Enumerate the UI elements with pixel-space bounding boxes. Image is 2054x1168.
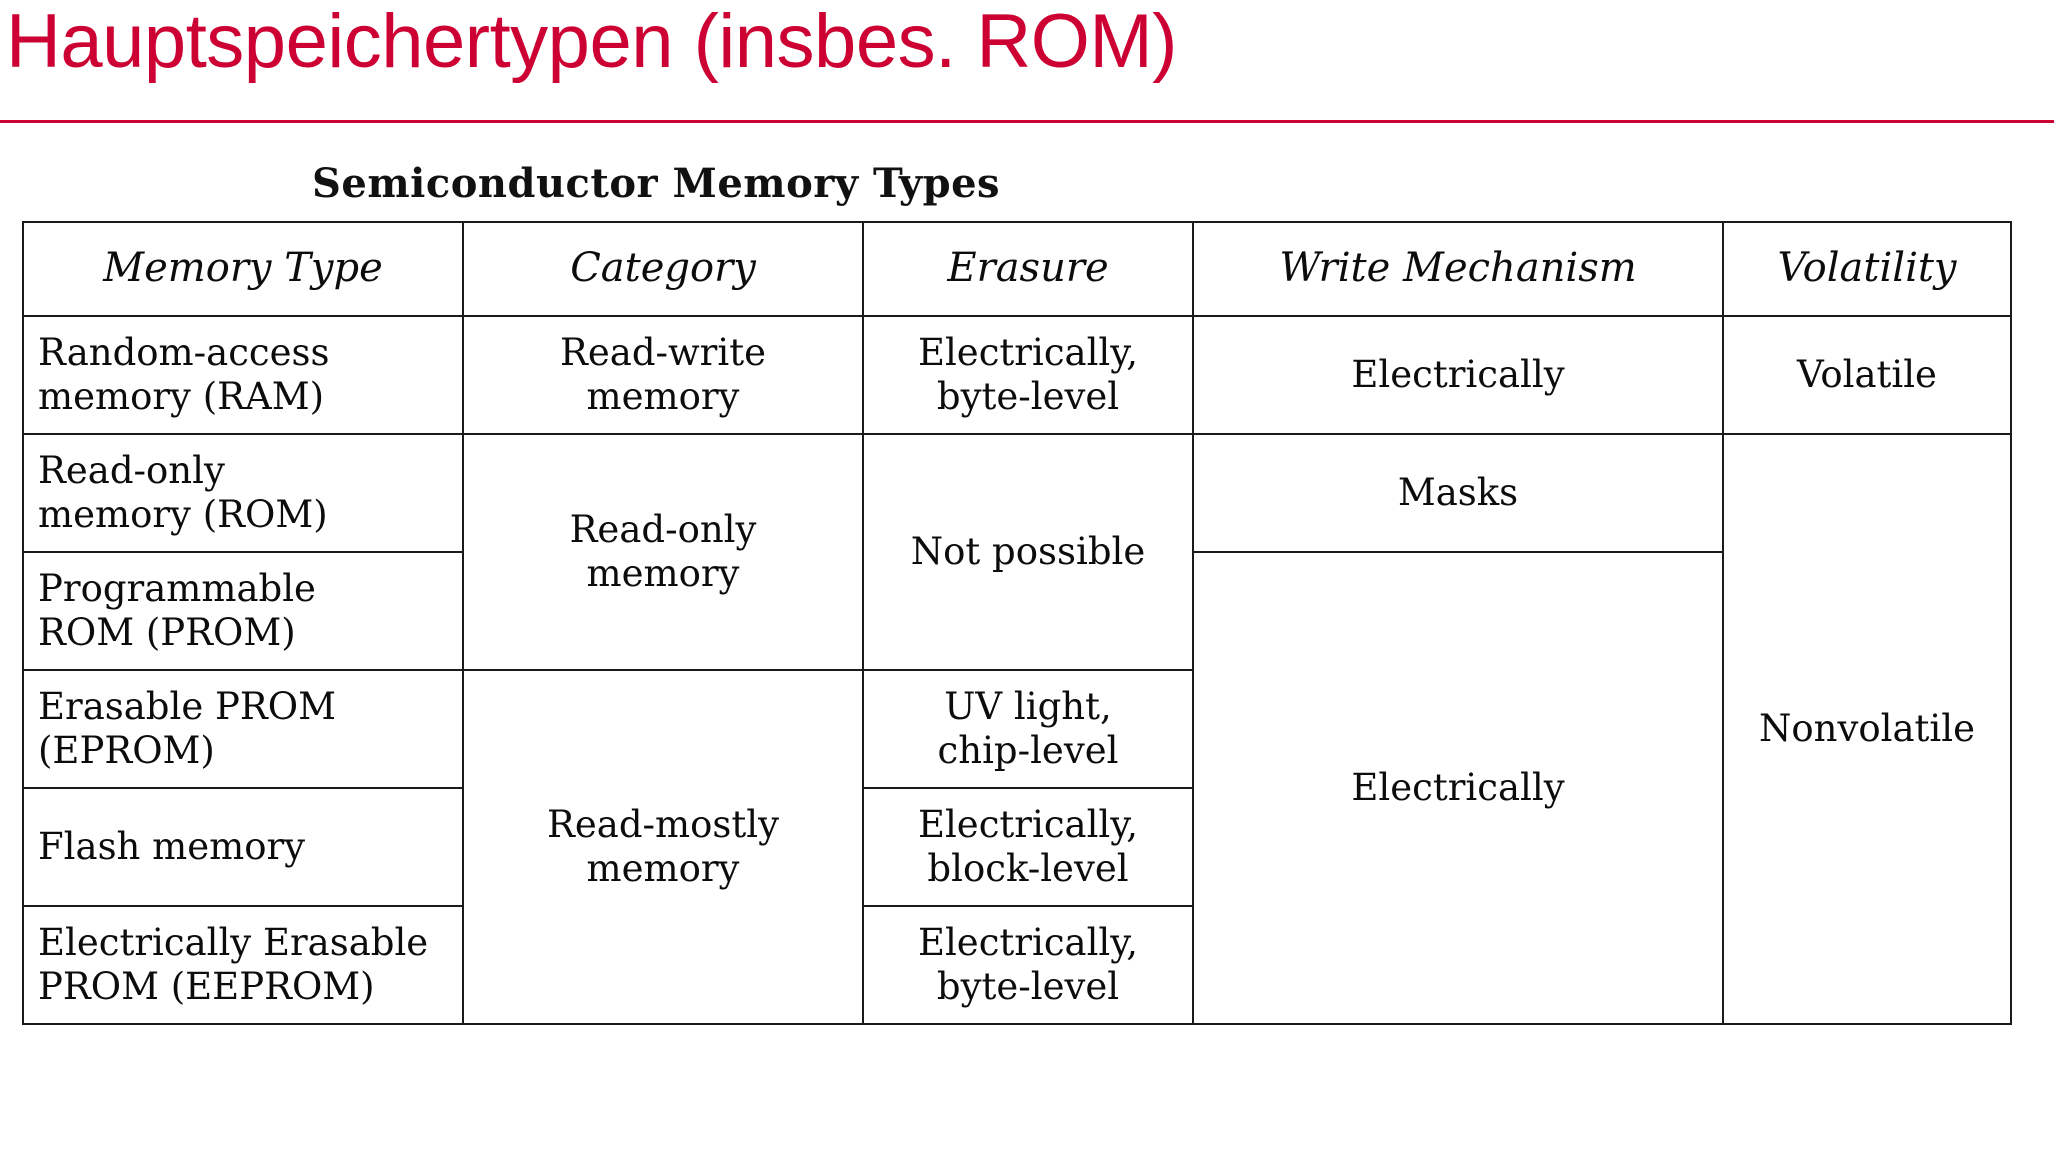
column-header-erasure: Erasure [863, 222, 1193, 316]
cell-line: memory [586, 375, 740, 418]
cell-memory-type [23, 552, 463, 670]
cell-line: (EPROM) [38, 729, 215, 772]
cell-write-mechanism [1193, 552, 1723, 1024]
cell-line: Masks [1397, 471, 1519, 515]
cell-line: Not possible [910, 530, 1146, 574]
cell-line: Nonvolatile [1759, 707, 1975, 751]
cell-line: Volatile [1797, 353, 1937, 397]
cell-line: ROM (PROM) [38, 611, 296, 654]
cell-line: Electrically Erasable [38, 921, 429, 965]
table-body [23, 316, 2011, 1024]
cell-category [463, 316, 863, 434]
cell-line: Electrically [1351, 353, 1565, 397]
column-header-write-mechanism: Write Mechanism [1193, 222, 1723, 316]
cell-line: UV light, [944, 685, 1112, 729]
table-header [23, 222, 2011, 316]
cell-erasure [863, 434, 1193, 670]
page-title: Hauptspeichertypen (insbes. ROM) [6, 0, 1177, 84]
cell-erasure [863, 316, 1193, 434]
cell-erasure [863, 788, 1193, 906]
cell-write-mechanism [1193, 316, 1723, 434]
cell-line: Electrically, [917, 803, 1139, 847]
cell-line: Electrically [1351, 766, 1565, 810]
cell-memory-type [23, 670, 463, 788]
cell-memory-type [23, 788, 463, 906]
cell-line: memory (RAM) [38, 375, 325, 418]
cell-volatility [1723, 316, 2011, 434]
cell-category [463, 670, 863, 1024]
cell-line: byte-level [936, 375, 1120, 418]
cell-line: block-level [927, 847, 1129, 890]
cell-line: Read-only [38, 449, 225, 493]
cell-volatility [1723, 434, 2011, 1024]
table-container [22, 160, 2022, 1025]
cell-erasure [863, 906, 1193, 1024]
cell-line: Electrically, [917, 331, 1139, 375]
cell-line: memory (ROM) [38, 493, 328, 536]
column-header-volatility: Volatility [1723, 222, 2011, 316]
title-divider [0, 120, 2054, 123]
column-header-memory-type: Memory Type [23, 222, 463, 316]
cell-line: Erasable PROM [38, 685, 336, 729]
cell-line: memory [586, 847, 740, 890]
column-header-category: Category [463, 222, 863, 316]
table-row [23, 316, 2011, 434]
table-row [23, 434, 2011, 552]
cell-line: Random-access [38, 331, 330, 375]
cell-line: Programmable [38, 567, 316, 611]
cell-line: Flash memory [38, 825, 306, 869]
cell-memory-type [23, 434, 463, 552]
cell-line: PROM (EEPROM) [38, 965, 375, 1008]
cell-write-mechanism [1193, 434, 1723, 552]
cell-memory-type [23, 906, 463, 1024]
cell-category [463, 434, 863, 670]
semiconductor-memory-types-table [22, 221, 2012, 1025]
cell-line: Read-only [569, 508, 757, 552]
cell-line: Read-mostly [547, 803, 779, 847]
table-caption: Semiconductor Memory Types [312, 160, 1001, 207]
cell-line: chip-level [937, 729, 1119, 772]
cell-erasure [863, 670, 1193, 788]
table-header-row [23, 222, 2011, 316]
cell-line: byte-level [936, 965, 1120, 1008]
cell-line: Electrically, [917, 921, 1139, 965]
cell-memory-type [23, 316, 463, 434]
cell-line: memory [586, 552, 740, 595]
cell-line: Read-write [560, 331, 766, 375]
